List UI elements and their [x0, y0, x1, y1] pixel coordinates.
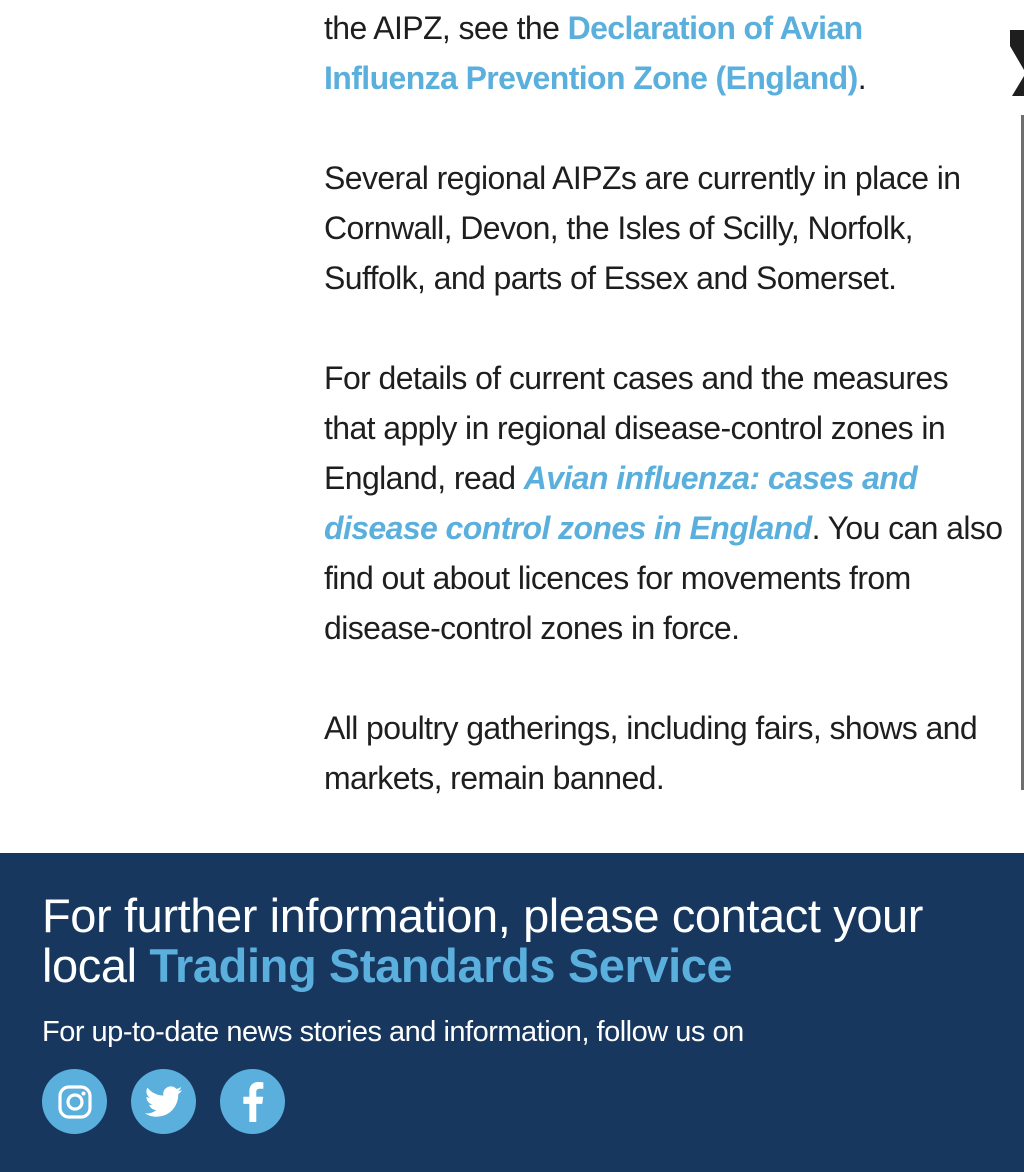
paragraph-text: . — [857, 60, 866, 96]
footer-heading — [42, 891, 1002, 991]
instagram-button[interactable] — [42, 1069, 107, 1134]
paragraph-text: For details of current cases and the measures that apply in regional disease-control zones in England, read — [324, 360, 948, 496]
link-aipz-declaration[interactable]: Declaration of Avian Influenza Prevention Zone (England) — [324, 10, 863, 96]
social-links — [42, 1069, 285, 1134]
paragraph-text: the AIPZ, see the — [324, 10, 568, 46]
paragraph-aipz-declaration — [324, 3, 1004, 103]
paragraph-disease-control-zones — [324, 353, 1004, 653]
instagram-icon — [57, 1084, 93, 1120]
paragraph-text: . You can also find out about licences for movements from disease-control zones in force. — [324, 510, 1003, 646]
facebook-button[interactable] — [220, 1069, 285, 1134]
footer-heading-text: For further information, please contact your local — [42, 889, 924, 992]
facebook-icon — [241, 1082, 265, 1122]
follow-us-text: For up-to-date news stories and information, follow us on — [42, 1016, 744, 1048]
edge-decoration-mark — [1010, 30, 1024, 96]
trading-standards-service-highlight: Trading Standards Service — [149, 939, 733, 992]
link-cases-and-zones[interactable]: Avian influenza: cases and disease control zones in England — [324, 460, 918, 546]
twitter-icon — [145, 1086, 183, 1118]
paragraph-regional-aipzs: Several regional AIPZs are currently in place in Cornwall, Devon, the Isles of Scilly, Norfolk, Suffolk, and parts of Essex and Somerset. — [324, 160, 961, 296]
article-body — [324, 3, 1004, 853]
footer-banner — [0, 853, 1024, 1172]
twitter-button[interactable] — [131, 1069, 196, 1134]
paragraph-gatherings-banned: All poultry gatherings, including fairs, shows and markets, remain banned. — [324, 710, 978, 796]
